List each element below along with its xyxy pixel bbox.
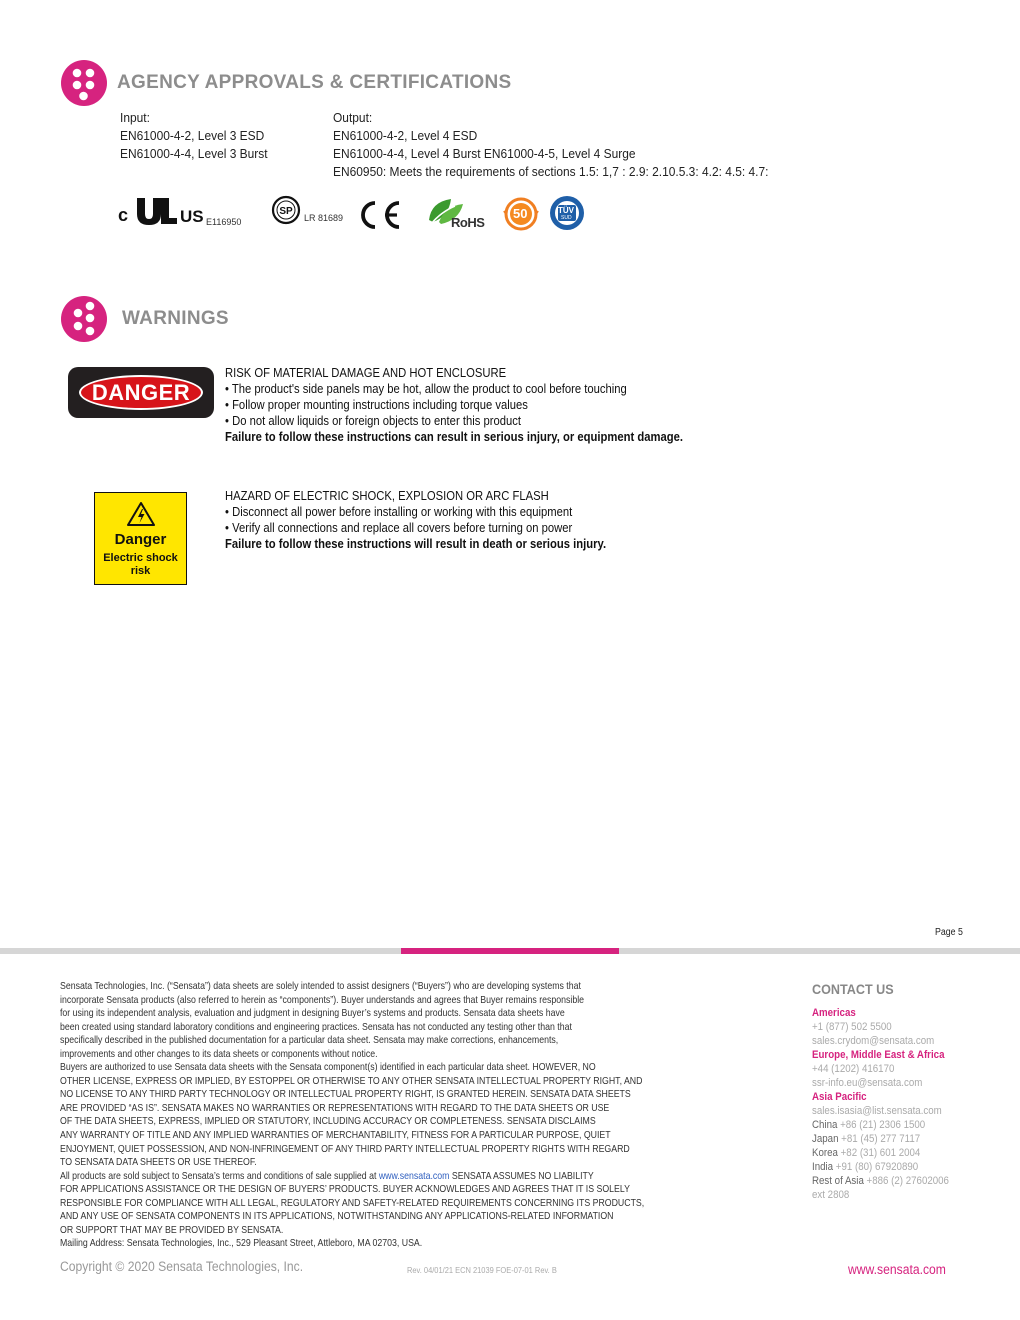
country-label: China [812,1119,838,1131]
output-standards [333,109,768,181]
warning-item: • Disconnect all power before installing or working with this equipment [225,505,573,519]
country-label: Japan [812,1133,839,1145]
warning-block-hot-enclosure [225,365,683,445]
tuv-logo [549,195,585,231]
contact-us [812,980,949,1202]
emea-email[interactable]: ssr-info.eu@sensata.com [812,1077,923,1089]
terms-suffix: SENSATA ASSUMES NO LIABILITY [449,1170,594,1182]
tuv-top-text: TÜV [558,206,574,215]
input-line: Input: [120,110,150,125]
country-label: India [812,1161,834,1173]
warning-consequence: Failure to follow these instructions can result in serious injury, or equipment damage. [225,430,684,444]
legal-terms-line [60,1170,644,1184]
region-apac: Asia Pacific [812,1091,867,1103]
legal-line: incorporate Sensata products (also referred to herein as “components”). Buyer understands and agrees that Buyer remains responsible [60,994,585,1006]
terms-prefix: All products are sold subject to Sensata’s terms and conditions of sale supplied at [60,1170,379,1182]
ul-logo [118,196,243,230]
country-label: Korea [812,1147,838,1159]
electric-shock-sign [94,492,187,585]
legal-line: Buyers are authorized to use Sensata data sheets with the Sensata component(s) identified in each particular data sheet. HOWEVER, NO [60,1062,596,1074]
warning-heading: HAZARD OF ELECTRIC SHOCK, EXPLOSION OR ARC FLASH [225,489,549,503]
ul-c-text: c [118,205,129,225]
country-phone: +886 (2) 27602006 [863,1175,949,1187]
country-label: Rest of Asia [812,1175,864,1187]
warning-block-electric-shock [225,488,606,552]
danger-label [68,367,214,418]
warning-item: • The product's side panels may be hot, allow the product to cool before touching [225,382,627,396]
legal-line: AND ANY USE OF SENSATA COMPONENTS IN ITS APPLICATIONS, NOTWITHSTANDING ANY APPLICATIONS-RELATED INFORMATION [60,1211,614,1223]
legal-line: for using its independent analysis, evaluation and judgment in designing Buyer’s systems and products. Sensata data sheets have [60,1008,565,1020]
high-voltage-triangle-icon [126,501,156,527]
legal-line: OR SUPPORT THAT MAY BE PROVIDED BY SENSATA. [60,1224,284,1236]
korea-contact [812,1146,949,1160]
warnings-title: WARNINGS [122,308,229,329]
output-line: EN60950: Meets the requirements of sections 1.5: 1,7 : 2.9: 2.10.5.3: 4.2: 4.5: 4.7: [333,164,769,179]
legal-line: ANY WARRANTY OF TITLE AND ANY IMPLIED WARRANTIES OF MERCHANTABILITY, FITNESS FOR A PARTICULAR PURPOSE, QUIET [60,1130,611,1142]
legal-line: OF THE DATA SHEETS, EXPRESS, IMPLIED OR STATUTORY, INCLUDING ACCURACY OR COMPLETENESS. SENSATA DISCLAIMS [60,1116,596,1128]
website-link[interactable]: www.sensata.com [848,1262,946,1277]
legal-line: FOR APPLICATIONS ASSISTANCE OR THE DESIGN OF BUYERS’ PRODUCTS. BUYER ACKNOWLEDGES AND AGREES THAT IT IS SOLELY [60,1184,630,1196]
legal-line: been created using standard laboratory conditions and engineering practices. Sensata has not conducted any testing other than that [60,1021,572,1033]
country-phone: +86 (21) 2306 1500 [837,1119,926,1131]
sign-subtitle-line1: Electric shock [103,552,178,564]
japan-contact [812,1132,949,1146]
output-line: Output: [333,110,373,125]
legal-line: NO LICENSE TO ANY THIRD PARTY TECHNOLOGY OR INTELLECTUAL PROPERTY RIGHT, IS GRANTED HEREIN. SENSATA DATA SHEETS [60,1089,631,1101]
legal-line: OTHER LICENSE, EXPRESS OR IMPLIED, BY ESTOPPEL OR OTHERWISE TO ANY OTHER SENSATA INTELLECTUAL PROPERTY RIGHT, AND [60,1075,643,1087]
copyright: Copyright © 2020 Sensata Technologies, Inc. [60,1259,304,1274]
emea-phone: +44 (1202) 416170 [812,1063,895,1075]
svg-text:SP: SP [279,206,293,217]
region-americas: Americas [812,1007,856,1019]
fifty-year-logo [503,197,539,231]
agency-section-icon [61,60,107,111]
legal-line: specifically described in the published documentation for a particular data sheet. Sensata may make corrections, enhancements, [60,1035,559,1047]
ul-mark-icon [131,196,179,226]
input-line: EN61000-4-2, Level 3 ESD [120,128,265,143]
warning-item: • Verify all connections and replace all covers before turning on power [225,521,573,535]
legal-line: ENJOYMENT, QUIET POSSESSION, AND NON-INFRINGEMENT OF ANY THIRD PARTY INTELLECTUAL PROPERTY RIGHTS WITH REGARD [60,1143,630,1155]
country-phone: +81 (45) 277 7117 [838,1133,921,1145]
csa-mark-icon [271,195,301,225]
revision-code: Rev. 04/01/21 ECN 21039 FOE-07-01 Rev. B [407,1265,557,1275]
rest-of-asia-ext: ext 2808 [812,1189,850,1201]
warning-item: • Do not allow liquids or foreign objects to enter this product [225,414,521,428]
americas-phone: +1 (877) 502 5500 [812,1021,892,1033]
sign-title: Danger [114,531,167,548]
footer-divider-accent [401,948,619,954]
rohs-logo [425,196,485,232]
ul-number: E116950 [206,217,242,227]
dots-circle-icon [61,296,107,342]
mailing-address: Mailing Address: Sensata Technologies, Inc., 529 Pleasant Street, Attleboro, MA 02703, USA. [60,1238,423,1250]
warning-heading: RISK OF MATERIAL DAMAGE AND HOT ENCLOSURE [225,366,507,380]
country-phone: +91 (80) 67920890 [833,1161,919,1173]
warnings-section-icon [61,296,107,347]
agency-title: AGENCY APPROVALS & CERTIFICATIONS [117,72,512,93]
input-standards [120,109,268,163]
dots-circle-icon [61,60,107,106]
danger-text: DANGER [91,380,191,405]
ul-us-text: US [180,207,204,226]
china-contact [812,1118,949,1132]
legal-line: ARE PROVIDED “AS IS”. SENSATA MAKES NO WARRANTIES OR REPRESENTATIONS WITH REGARD TO THE DATA SHEETS OR USE [60,1102,610,1114]
csa-logo [271,195,351,229]
legal-line: improvements and other changes to its data sheets or components without notice. [60,1048,378,1060]
apac-email[interactable]: sales.isasia@list.sensata.com [812,1105,942,1117]
legal-line: TO SENSATA DATA SHEETS OR USE THEREOF. [60,1157,257,1169]
output-line: EN61000-4-4, Level 4 Burst EN61000-4-5, Level 4 Surge [333,146,636,161]
contact-title: CONTACT US [812,981,894,997]
input-line: EN61000-4-4, Level 3 Burst [120,146,268,161]
csa-number: LR 81689 [304,213,344,223]
tuv-bottom-text: SUD [561,215,572,221]
legal-line: RESPONSIBLE FOR COMPLIANCE WITH ALL LEGAL, REGULATORY AND SAFETY-RELATED REQUIREMENTS CONCERNING ITS PRODUCTS, [60,1197,645,1209]
fifty-text: 50 [513,206,528,221]
ce-mark-icon [357,198,407,232]
legal-disclaimer [60,980,644,1251]
terms-link[interactable]: www.sensata.com [378,1170,450,1182]
ce-logo [357,198,407,232]
page-number: Page 5 [935,927,963,938]
legal-line: Sensata Technologies, Inc. (“Sensata”) data sheets are solely intended to assist designers (“Buyers”) who are developing systems that [60,981,581,992]
region-emea: Europe, Middle East & Africa [812,1049,945,1061]
rohs-text: RoHS [451,215,485,230]
sign-subtitle-line2: risk [130,565,151,577]
india-contact [812,1160,949,1174]
warning-item: • Follow proper mounting instructions including torque values [225,398,528,412]
output-line: EN61000-4-2, Level 4 ESD [333,128,478,143]
country-phone: +82 (31) 601 2004 [837,1147,921,1159]
rest-of-asia-contact [812,1174,949,1188]
americas-email[interactable]: sales.crydom@sensata.com [812,1035,935,1047]
warning-consequence: Failure to follow these instructions will result in death or serious injury. [225,537,607,551]
